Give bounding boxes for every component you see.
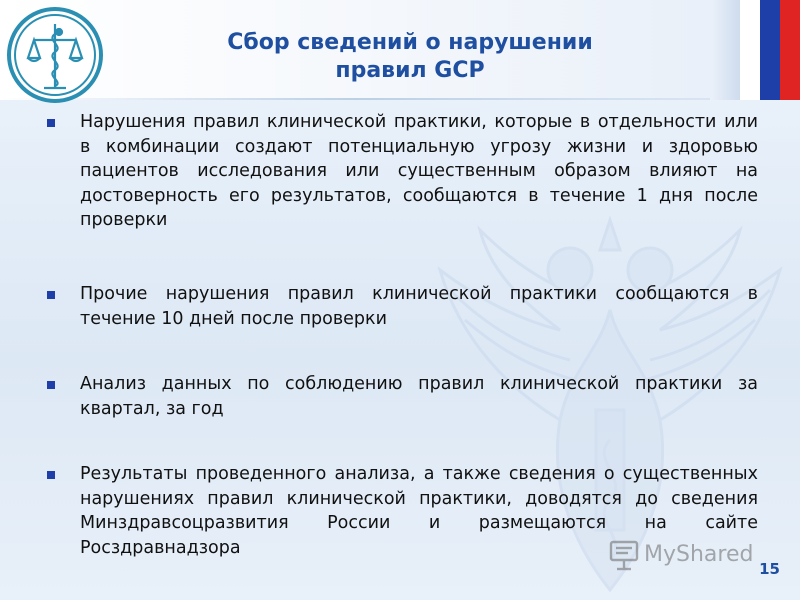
bullet-square-icon [47, 291, 55, 299]
presentation-board-icon [608, 538, 640, 572]
myshared-watermark-text: MyShared [644, 542, 754, 567]
bullet-square-icon [47, 471, 55, 479]
slide-title-line-1: Сбор сведений о нарушении [227, 30, 593, 55]
bullet-text: Прочие нарушения правил клинической практики сообщаются в течение 10 дней после проверки [80, 284, 758, 329]
bullet-text: Нарушения правил клинической практики, которые в отдельности или в комбинации создают потенциальную угрозу жизни и здоровью пациентов исследования или существенным образом влияют на достоверность его результатов, сообщаются в течение 1 дня после проверки [80, 112, 758, 230]
page-number: 15 [759, 560, 780, 578]
bullet-square-icon [47, 381, 55, 389]
slide-title-line-2: правил GCP [335, 58, 485, 83]
bullet-square-icon [47, 119, 55, 127]
bullet-text: Результаты проведенного анализа, а также сведения о существенных нарушениях правил клинической практики, доводятся до сведения Минздравсоцразвития России и размещаются на сайте Росздравнадзора [80, 464, 758, 558]
bullet-text: Анализ данных по соблюдению правил клинической практики за квартал, за год [80, 374, 758, 419]
